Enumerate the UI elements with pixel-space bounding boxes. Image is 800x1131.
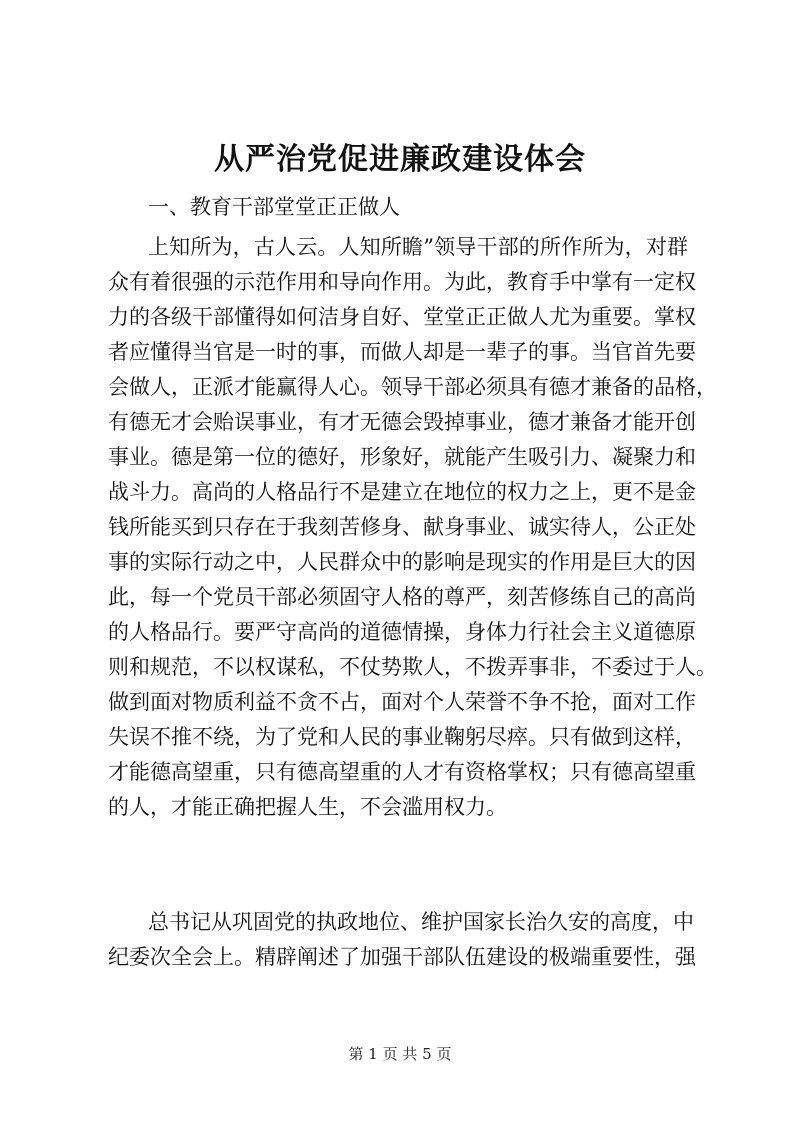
page-title: 从严治党促进廉政建设体会 — [214, 142, 586, 177]
paragraph-2 — [108, 905, 696, 975]
paragraph-line: 纪委次全会上。精辟阐述了加强干部队伍建设的极端重要性，强 — [108, 945, 696, 969]
paragraph-line: 钱所能买到只存在于我刻苦修身、献身事业、诚实待人，公正处 — [108, 515, 696, 539]
paragraph-line: 的人格品行。要严守高尚的道德情操，身体力行社会主义道德原 — [108, 620, 696, 644]
paragraph-line: 失误不推不绕，为了党和人民的事业鞠躬尽瘁。只有做到这样， — [108, 725, 696, 749]
paragraph-line: 则和规范，不以权谋私，不仗势欺人，不拨弄事非，不委过于人。 — [108, 655, 717, 679]
paragraph-line: 此，每一个党员干部必须固守人格的尊严，刻苦修练自己的高尚 — [108, 585, 696, 609]
paragraph-line: 上知所为，古人云。人知所瞻”领导干部的所作所为，对群 — [148, 235, 688, 259]
paragraph-line: 总书记从巩固党的执政地位、维护国家长治久安的高度，中 — [148, 910, 694, 934]
section-heading: 一、教育干部堂堂正正做人 — [148, 195, 400, 219]
paragraph-line: 有德无才会贻误事业，有才无德会毁掉事业，德才兼备才能开创 — [108, 410, 696, 434]
paragraph-1 — [108, 230, 717, 825]
paragraph-line: 者应懂得当官是一时的事，而做人却是一辈子的事。当官首先要 — [108, 340, 696, 364]
paragraph-line: 事业。德是第一位的德好，形象好，就能产生吸引力、凝聚力和 — [108, 445, 696, 469]
paragraph-line: 力的各级干部懂得如何洁身自好、堂堂正正做人尤为重要。掌权 — [108, 305, 696, 329]
paragraph-line: 会做人，正派才能赢得人心。领导干部必须具有德才兼备的品格， — [108, 375, 717, 399]
paragraph-line: 事的实际行动之中，人民群众中的影响是现实的作用是巨大的因 — [108, 550, 696, 574]
paragraph-line: 才能德高望重，只有德高望重的人才有资格掌权；只有德高望重 — [108, 760, 696, 784]
page-footer: 第 1 页 共 5 页 — [348, 1045, 452, 1063]
paragraph-line: 做到面对物质利益不贪不占，面对个人荣誉不争不抢，面对工作 — [108, 690, 696, 714]
paragraph-line: 战斗力。高尚的人格品行不是建立在地位的权力之上，更不是金 — [108, 480, 696, 504]
paragraph-line: 的人，才能正确把握人生，不会滥用权力。 — [108, 795, 507, 819]
paragraph-line: 众有着很强的示范作用和导向作用。为此，教育手中掌有一定权 — [108, 270, 696, 294]
